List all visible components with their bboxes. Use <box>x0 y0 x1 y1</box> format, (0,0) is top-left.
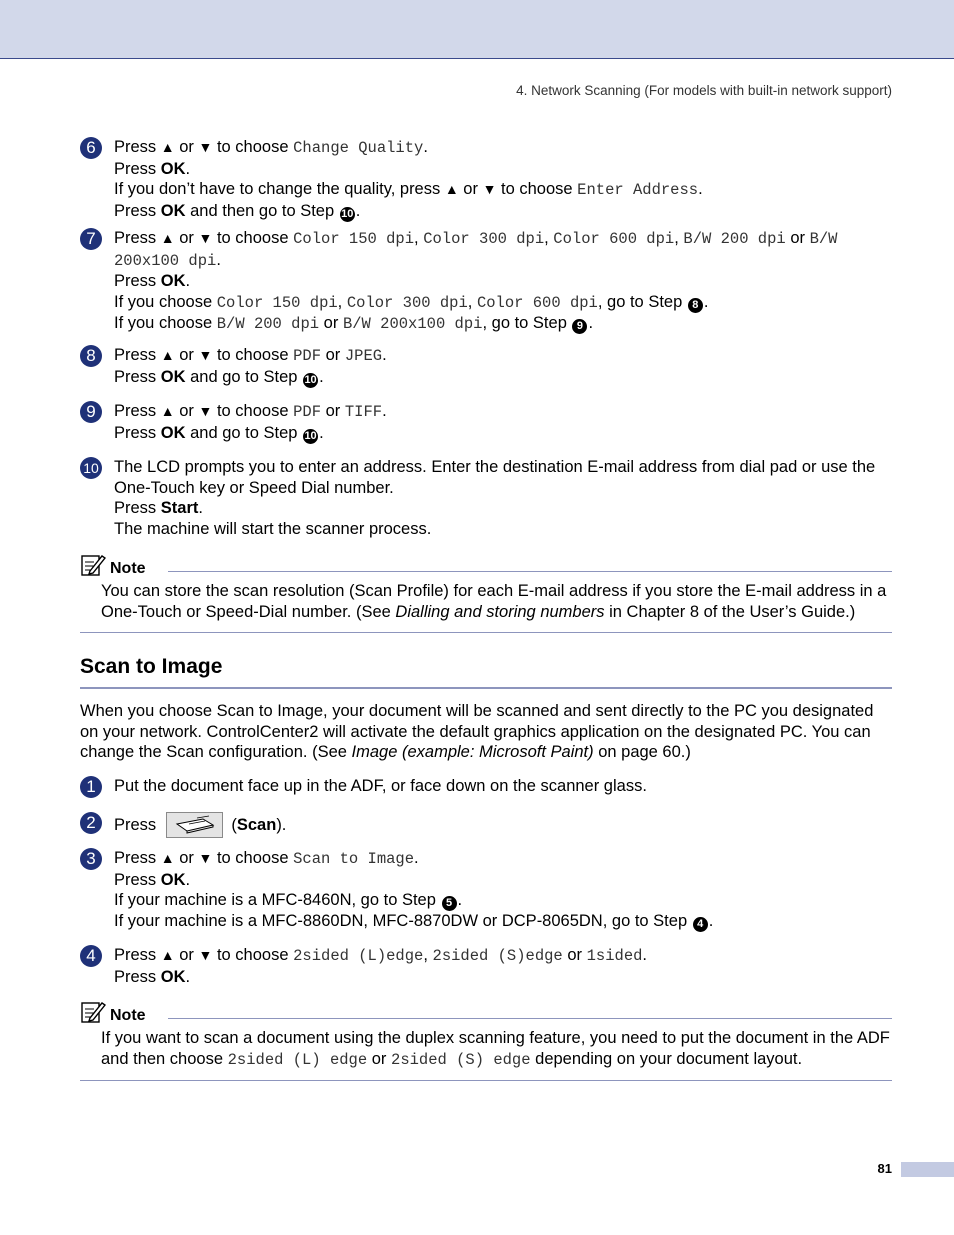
divider <box>168 571 892 572</box>
note-title: Note <box>110 1007 146 1024</box>
section-paragraph: When you choose Scan to Image, your document will be scanned and sent directly to the PC you designated on your network. ControlCenter2 will activate the default graphics application on the designated PC. You can change the Scan configuration. (See Image (example: Microsoft Paint) on page 60.) <box>80 702 874 761</box>
step-number: 7 <box>80 228 102 250</box>
step-number: 1 <box>80 776 102 798</box>
step-reference: 4 <box>693 917 708 932</box>
step-1: 1 Put the document face up in the ADF, or face down on the scanner glass. <box>80 776 892 797</box>
divider <box>80 1080 892 1081</box>
step-number: 8 <box>80 345 102 367</box>
step-number: 4 <box>80 945 102 967</box>
page-tab <box>901 1162 954 1177</box>
step-number: 10 <box>80 457 102 479</box>
step-2: 2 Press (Scan). <box>80 812 892 838</box>
chapter-header: 4. Network Scanning (For models with built-in network support) <box>516 83 892 98</box>
note-pencil-icon <box>80 1000 106 1024</box>
divider <box>80 632 892 633</box>
divider <box>168 1018 892 1019</box>
note-box <box>80 1004 892 1081</box>
step-reference: 10 <box>304 429 317 442</box>
step-9: 9 Press ▲ or ▼ to choose PDF or TIFF. Press OK and go to Step 10 . <box>80 401 892 444</box>
step-reference: 10 <box>304 373 317 386</box>
note-text: If you want to scan a document using the duplex scanning feature, you need to put the document in the ADF and then choose 2sided (L) edge or 2sided (S) edge depending on your document layout. <box>101 1029 890 1069</box>
note-box <box>80 557 892 633</box>
step-number: 6 <box>80 137 102 159</box>
section-title: Scan to Image <box>80 655 223 678</box>
step-6: 6 Press ▲ or ▼ to choose Change Quality. Press OK. If you don’t have to change the quality, press ▲ or ▼ to choose Enter Address. Press OK and then go to Step 10 . <box>80 137 892 222</box>
note-title: Note <box>110 560 146 577</box>
step-reference: 10 <box>341 207 354 220</box>
step-number: 3 <box>80 848 102 870</box>
step-4: 4 Press ▲ or ▼ to choose 2sided (L)edge, 2sided (S)edge or 1sided. Press OK. <box>80 945 892 987</box>
step-number: 2 <box>80 812 102 834</box>
step-10: 10 The LCD prompts you to enter an address. Enter the destination E-mail address from dial pad or use the One-Touch key or Speed Dial number. Press Start. The machine will start the scanner process. <box>80 457 892 539</box>
step-3: 3 Press ▲ or ▼ to choose Scan to Image. Press OK. If your machine is a MFC-8460N, go to Step 5 . If your machine is a MFC-8860DN, MFC-8870DW or DCP-8065DN, go to Step 4 . <box>80 848 892 932</box>
step-reference: 9 <box>572 319 587 334</box>
step-8: 8 Press ▲ or ▼ to choose PDF or JPEG. Press OK and go to Step 10 . <box>80 345 892 388</box>
note-text: You can store the scan resolution (Scan Profile) for each E-mail address if you store the E-mail address in a One-Touch or Speed-Dial number. (See Dialling and storing numbers in Chapter 8 of the User’s Guide.) <box>101 582 887 621</box>
step-reference: 8 <box>688 298 703 313</box>
step-7: 7 Press ▲ or ▼ to choose Color 150 dpi, Color 300 dpi, Color 600 dpi, B/W 200 dpi or B/W 200x100 dpi. Press OK. If you choose Color 150 dpi, Color 300 dpi, Color 600 dpi, go to Step 8 . If you choose B/W 200 dpi or B/W 200x100 dpi, go to Step 9 . <box>80 228 892 335</box>
page-number: 81 <box>877 1161 892 1176</box>
note-pencil-icon <box>80 553 106 577</box>
step-reference: 5 <box>442 896 457 911</box>
section-divider <box>80 687 892 689</box>
menu-option: Change Quality <box>293 139 424 157</box>
step-number: 9 <box>80 401 102 423</box>
top-banner <box>0 0 954 59</box>
scan-key-icon <box>166 812 223 838</box>
